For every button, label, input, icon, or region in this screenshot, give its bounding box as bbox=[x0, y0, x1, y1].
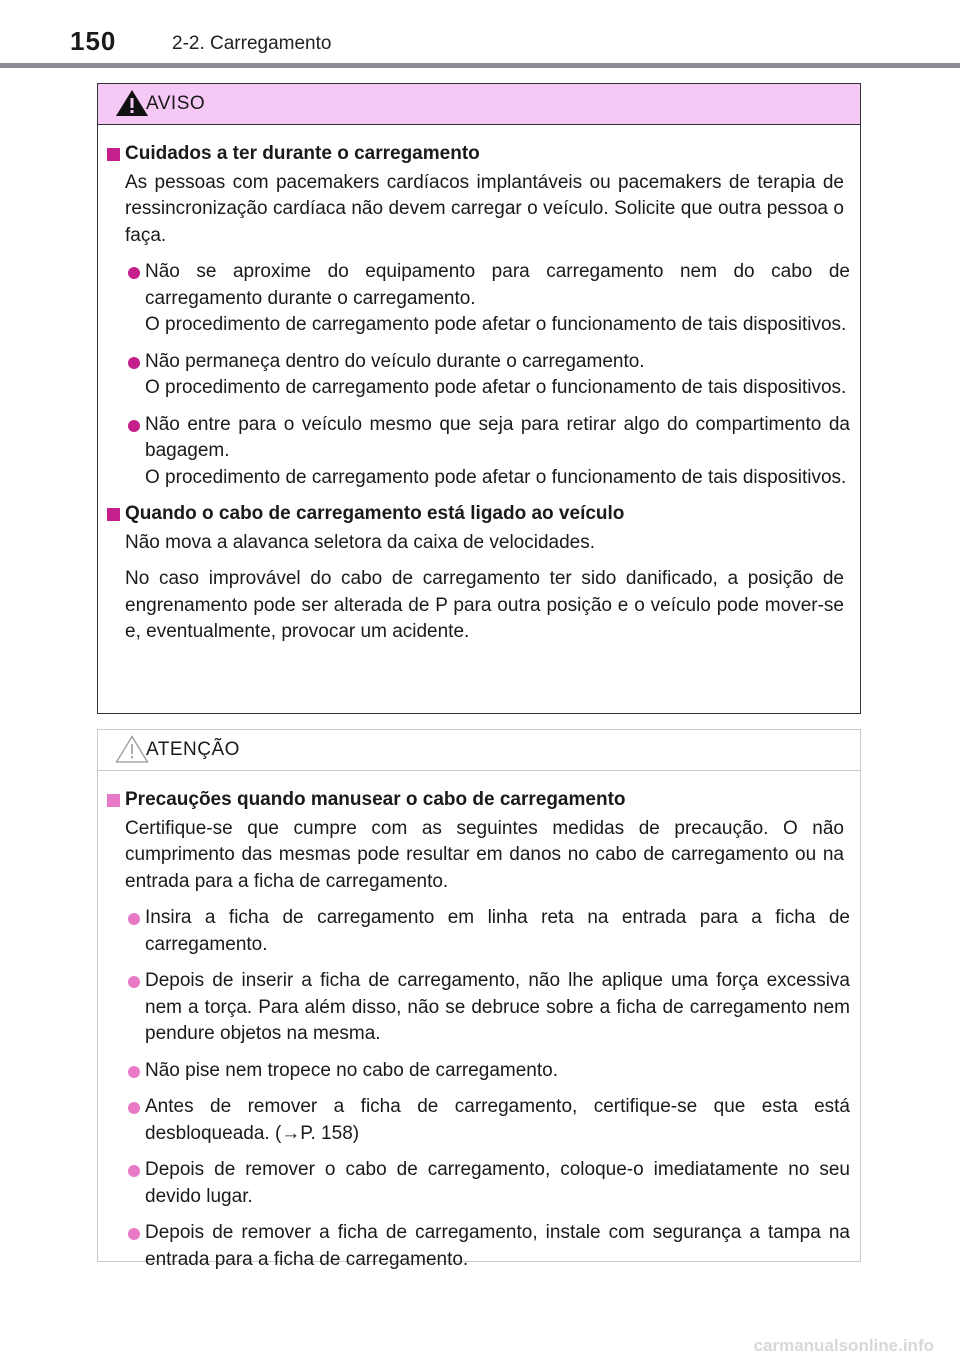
circle-bullet-icon bbox=[128, 420, 140, 432]
circle-bullet-icon bbox=[128, 1165, 140, 1177]
paragraph: Não mova a alavanca seletora da caixa de velocidades. bbox=[125, 531, 596, 553]
circle-bullet-icon bbox=[128, 1102, 140, 1114]
circle-bullet-icon bbox=[128, 1228, 140, 1240]
list-item: Depois de remover a ficha de carregamento, instale com segurança a tampa na entrada para a ficha de carregamento. bbox=[107, 1220, 850, 1273]
paragraph: As pessoas com pacemakers cardíacos implantáveis ou pacemakers de terapia de ressincronização cardíaca não devem carregar o veículo. Solicite que outra pessoa o faça. bbox=[125, 171, 844, 246]
page-header bbox=[0, 0, 960, 70]
warning-icon bbox=[115, 88, 149, 118]
square-bullet-icon bbox=[107, 148, 120, 161]
list-item: Antes de remover a ficha de carregamento, certifique-se que esta está desbloqueada. (→P. 158) bbox=[107, 1094, 850, 1147]
list-item: Não entre para o veículo mesmo que seja para retirar algo do compartimento da bagagem. O procedimento de carregamento pode afetar o funcionamento de tais dispositivos. bbox=[107, 412, 850, 492]
section-title: 2-2. Carregamento bbox=[172, 33, 332, 54]
list-item: Não permaneça dentro do veículo durante o carregamento. O procedimento de carregamento pode afetar o funcionamento de tais dispositivos. bbox=[107, 349, 850, 402]
aviso-header bbox=[98, 84, 860, 125]
header-rule bbox=[0, 63, 960, 68]
section-heading: Precauções quando manusear o cabo de carregamento bbox=[107, 787, 850, 814]
circle-bullet-icon bbox=[128, 913, 140, 925]
list-item: Depois de remover o cabo de carregamento, coloque-o imediatamente no seu devido lugar. bbox=[107, 1157, 850, 1210]
square-bullet-icon bbox=[107, 508, 120, 521]
atencao-title: ATENÇÃO bbox=[146, 739, 240, 760]
atencao-box bbox=[97, 729, 861, 1270]
atencao-header bbox=[98, 730, 860, 771]
circle-bullet-icon bbox=[128, 1066, 140, 1078]
square-bullet-icon bbox=[107, 794, 120, 807]
circle-bullet-icon bbox=[128, 267, 140, 279]
aviso-box bbox=[97, 83, 861, 714]
aviso-title: AVISO bbox=[146, 93, 206, 114]
list-item: Depois de inserir a ficha de carregamento, não lhe aplique uma força excessiva nem a torça. Para além disso, não se debruce sobre a ficha de carregamento nem pendure objetos na mesma. bbox=[107, 968, 850, 1048]
paragraph: No caso improvável do cabo de carregamento ter sido danificado, a posição de engrenamento pode ser alterada de P para outra posição e o veículo pode mover-se e, eventualmente, provocar um acidente. bbox=[125, 568, 844, 642]
circle-bullet-icon bbox=[128, 357, 140, 369]
list-item: Insira a ficha de carregamento em linha reta na entrada para a ficha de carregamento. bbox=[107, 905, 850, 958]
paragraph: Certifique-se que cumpre com as seguintes medidas de precaução. O não cumprimento das mesmas pode resultar em danos no cabo de carregamento ou na entrada para a ficha de carregamento. bbox=[125, 817, 844, 892]
page-number: 150 bbox=[70, 26, 117, 56]
atencao-content bbox=[98, 771, 860, 1283]
section-heading: Cuidados a ter durante o carregamento bbox=[107, 141, 850, 168]
section-heading: Quando o cabo de carregamento está ligado ao veículo bbox=[107, 501, 850, 528]
circle-bullet-icon bbox=[128, 976, 140, 988]
caution-icon bbox=[115, 734, 149, 764]
list-item: Não pise nem tropece no cabo de carregamento. bbox=[107, 1058, 850, 1085]
watermark: carmanualsonline.info bbox=[753, 1336, 934, 1355]
aviso-content bbox=[98, 125, 860, 656]
list-item: Não se aproxime do equipamento para carregamento nem do cabo de carregamento durante o carregamento. O procedimento de carregamento pode afetar o funcionamento de tais dispositivos. bbox=[107, 259, 850, 339]
